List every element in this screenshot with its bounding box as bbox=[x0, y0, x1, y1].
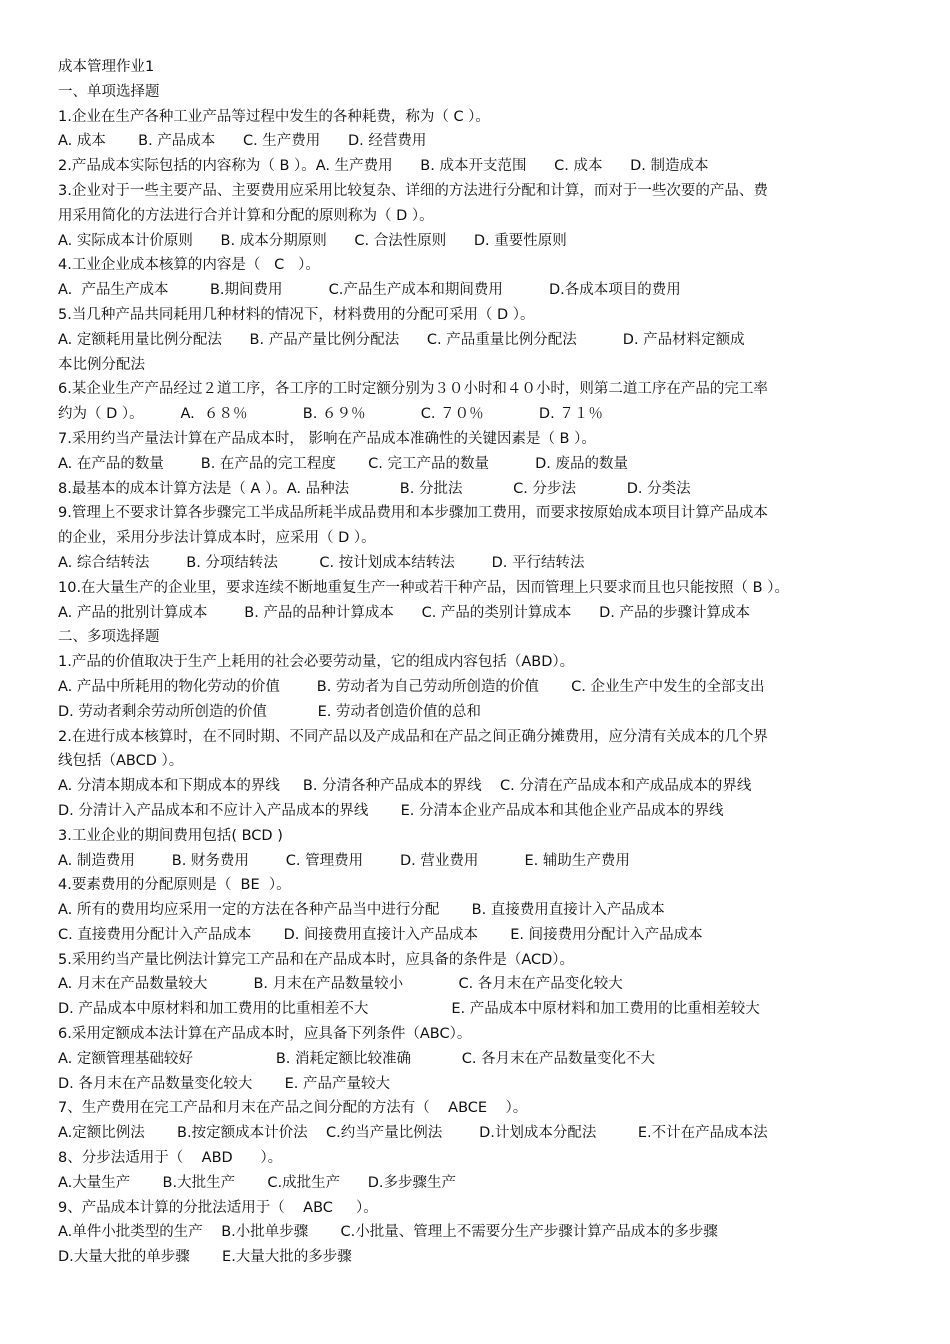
text-line: 二、多项选择题 bbox=[58, 629, 160, 646]
text-line: 约为（ D ）。 A. ６８％ B. ６９％ C. ７０％ D. ７１％ bbox=[58, 406, 603, 423]
text-line: A. 产品生产成本 B.期间费用 C.产品生产成本和期间费用 D.各成本项目的费用 bbox=[58, 282, 681, 299]
text-line: A. 所有的费用均应采用一定的方法在各种产品当中进行分配 B. 直接费用直接计入产品成本 bbox=[58, 902, 665, 919]
text-line: D.大量大批的单步骤 E.大量大批的多步骤 bbox=[58, 1249, 352, 1266]
text-line: 10.在大量生产的企业里，要求连续不断地重复生产一种或若干种产品，因而管理上只要求而且也只能按照（ B ）。 bbox=[58, 579, 789, 596]
text-line: A. 综合结转法 B. 分项结转法 C. 按计划成本结转法 D. 平行结转法 bbox=[58, 554, 585, 571]
text-line: A. 月末在产品数量较大 B. 月末在产品数量较小 C. 各月末在产品变化较大 bbox=[58, 976, 623, 993]
text-line: 8、分步法适用于（ ABD ）。 bbox=[58, 1150, 283, 1167]
text-line: 一、单项选择题 bbox=[58, 83, 160, 100]
text-line: 7.采用约当产量法计算在产品成本时， 影响在产品成本准确性的关键因素是（ B ）。 bbox=[58, 430, 596, 447]
text-line: D. 产品成本中原材料和加工费用的比重相差不大 E. 产品成本中原材料和加工费用的比重相差较大 bbox=[58, 1001, 760, 1018]
text-line: 的企业，采用分步法计算成本时，应采用（ D ）。 bbox=[58, 530, 376, 547]
document-title: 成本管理作业1 bbox=[58, 59, 155, 75]
text-line: A. 定额管理基础较好 B. 消耗定额比较准确 C. 各月末在产品数量变化不大 bbox=[58, 1050, 656, 1067]
text-line: 1.企业在生产各种工业产品等过程中发生的各种耗费，称为（ C ）。 bbox=[58, 108, 490, 125]
text-line: 2.产品成本实际包括的内容称为（ B ）。A. 生产费用 B. 成本开支范围 C. 成本 D. 制造成本 bbox=[58, 158, 709, 175]
text-line: 7、生产费用在完工产品和月末在产品之间分配的方法有（ ABCE ）。 bbox=[58, 1100, 528, 1117]
text-line: 1.产品的价值取决于生产上耗用的社会必要劳动量，它的组成内容包括（ABD）。 bbox=[58, 654, 575, 671]
text-line: 用采用简化的方法进行合并计算和分配的原则称为（ D ）。 bbox=[58, 207, 434, 224]
text-line: A. 产品的批别计算成本 B. 产品的品种计算成本 C. 产品的类别计算成本 D. 产品的步骤计算成本 bbox=[58, 604, 750, 621]
text-line: A.定额比例法 B.按定额成本计价法 C.约当产量比例法 D.计划成本分配法 E.不计在产品成本法 bbox=[58, 1125, 768, 1142]
text-line: 5.采用约当产量比例法计算完工产品和在产品成本时，应具备的条件是（ACD）。 bbox=[58, 951, 575, 968]
text-line: 5.当几种产品共同耗用几种材料的情况下，材料费用的分配可采用（ D ）。 bbox=[58, 306, 535, 323]
text-line: 6.采用定额成本法计算在产品成本时，应具备下列条件（ABC）。 bbox=[58, 1026, 472, 1043]
text-line: 2.在进行成本核算时，在不同时期、不同产品以及产成品和在产品之间正确分摊费用，应分清有关成本的几个界 bbox=[58, 728, 768, 745]
text-line: 3.企业对于一些主要产品、主要费用应采用比较复杂、详细的方法进行分配和计算，而对于一些次要的产品、费 bbox=[58, 182, 768, 199]
text-line: A. 制造费用 B. 财务费用 C. 管理费用 D. 营业费用 E. 辅助生产费用 bbox=[58, 852, 630, 869]
text-line: A. 成本 B. 产品成本 C. 生产费用 D. 经营费用 bbox=[58, 133, 427, 150]
text-line: A.单件小批类型的生产 B.小批单步骤 C.小批量、管理上不需要分生产步骤计算产品成本的多步骤 bbox=[58, 1224, 718, 1241]
text-line: A. 定额耗用量比例分配法 B. 产品产量比例分配法 C. 产品重量比例分配法 D. 产品材料定额成 bbox=[58, 331, 745, 348]
text-line: A. 产品中所耗用的物化劳动的价值 B. 劳动者为自己劳动所创造的价值 C. 企业生产中发生的全部支出 bbox=[58, 678, 765, 695]
text-line: A. 实际成本计价原则 B. 成本分期原则 C. 合法性原则 D. 重要性原则 bbox=[58, 232, 567, 249]
text-line: D. 劳动者剩余劳动所创造的价值 E. 劳动者创造价值的总和 bbox=[58, 703, 481, 720]
text-line: 9、产品成本计算的分批法适用于（ ABC ）。 bbox=[58, 1199, 378, 1216]
text-line: D. 各月末在产品数量变化较大 E. 产品产量较大 bbox=[58, 1075, 391, 1092]
document-page bbox=[58, 55, 888, 1270]
text-line: 3.工业企业的期间费用包括( BCD ) bbox=[58, 827, 283, 844]
text-line: C. 直接费用分配计入产品成本 D. 间接费用直接计入产品成本 E. 间接费用分配计入产品成本 bbox=[58, 926, 703, 943]
document-body bbox=[58, 80, 888, 1270]
text-line: A. 在产品的数量 B. 在产品的完工程度 C. 完工产品的数量 D. 废品的数量 bbox=[58, 455, 629, 472]
text-line: 本比例分配法 bbox=[58, 356, 145, 373]
text-line: 8.最基本的成本计算方法是（ A ）。A. 品种法 B. 分批法 C. 分步法 D. 分类法 bbox=[58, 480, 691, 497]
text-line: 6.某企业生产产品经过２道工序，各工序的工时定额分别为３０小时和４０小时，则第二道工序在产品的完工率 bbox=[58, 381, 768, 398]
text-line: A. 分清本期成本和下期成本的界线 B. 分清各种产品成本的界线 C. 分清在产品成本和产成品成本的界线 bbox=[58, 778, 752, 795]
text-line: 4.要素费用的分配原则是（ BE ）。 bbox=[58, 877, 291, 894]
text-line: D. 分清计入产品成本和不应计入产品成本的界线 E. 分清本企业产品成本和其他企业产品成本的界线 bbox=[58, 802, 724, 819]
text-line: 线包括（ABCD ）。 bbox=[58, 753, 184, 770]
text-line: 9.管理上不要求计算各步骤完工半成品所耗半成品费用和本步骤加工费用，而要求按原始成本项目计算产品成本 bbox=[58, 505, 768, 522]
text-line: A.大量生产 B.大批生产 C.成批生产 D.多步骤生产 bbox=[58, 1174, 457, 1191]
text-line: 4.工业企业成本核算的内容是（ C ）。 bbox=[58, 257, 320, 274]
